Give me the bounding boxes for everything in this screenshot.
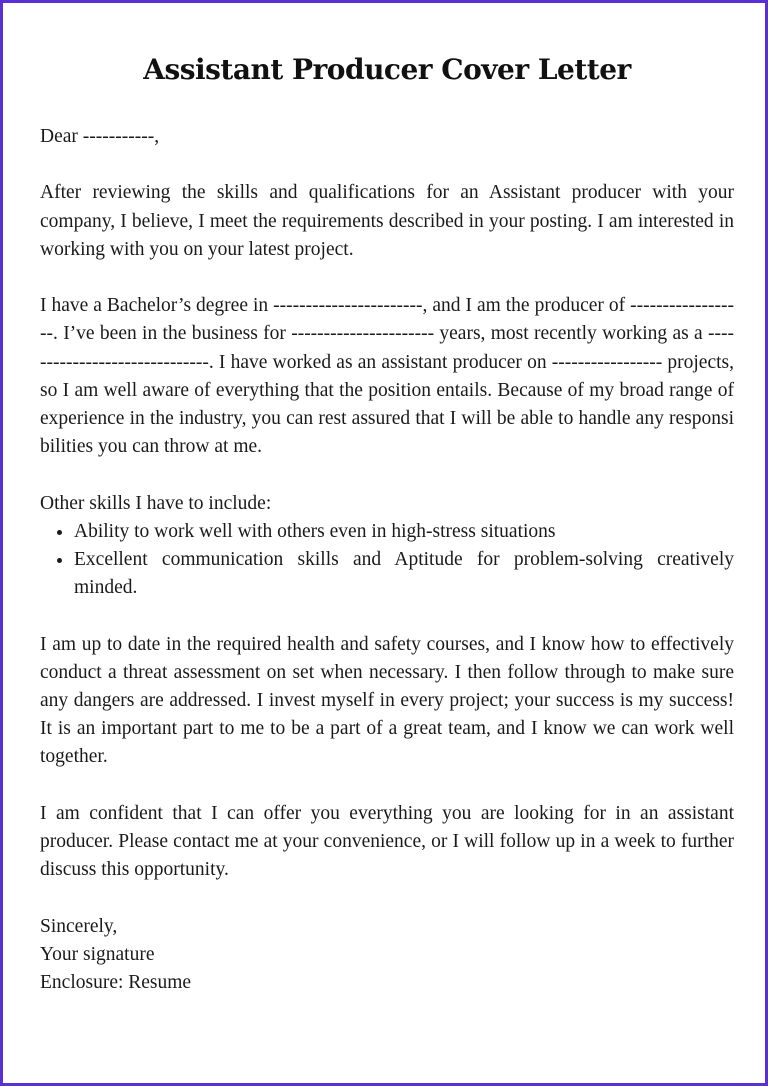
skills-intro: Other skills I have to include: [40,492,272,514]
safety-paragraph: I am up to date in the required health and safety courses, and I know how to effectively conduct a threat assessment on set when necessary. I then follow through to make sure any dangers are addressed. I invest myself in every project; your success is my success! It is an important part to me to be a part of a great team, and I know we can work well together. [40,633,734,768]
letter-body [40,123,734,997]
skills-list [40,518,734,603]
skill-item: • Ability to work well with others even in high-stress situations [74,518,734,546]
signature: Your signature [40,943,155,965]
salutation: Dear -----------, [40,126,160,147]
closing-block [40,913,734,998]
skill-item: • Excellent communication skills and Aptitude for problem-solving creatively minded. [74,546,734,602]
valediction: Sincerely, [40,915,118,937]
intro-paragraph: After reviewing the skills and qualifications for an Assistant producer with your company, I believe, I meet the requirements described in your posting. I am interested in working with you on your latest project. [40,182,734,260]
enclosure: Enclosure: Resume [40,972,192,993]
page-title: Assistant Producer Cover Letter [143,53,631,86]
skills-section [40,490,734,603]
experience-paragraph: I have a Bachelor’s degree in -----------------------, and I am the producer of ------------------. I’ve been in the business for ---------------------- years, most recently working as a ------------------------------. I have worked as an assistant producer on ----------------- projects, so I am well aware of everything that the position entails. Because of my broad range of experience in the industry, you can rest assured that I will be able to handle any responsibilities you can throw at me. [40,295,734,458]
confidence-paragraph: I am confident that I can offer you everything you are looking for in an assistant producer. Please contact me at your convenience, or I will follow up in a week to further discuss this opportunity. [40,802,734,881]
